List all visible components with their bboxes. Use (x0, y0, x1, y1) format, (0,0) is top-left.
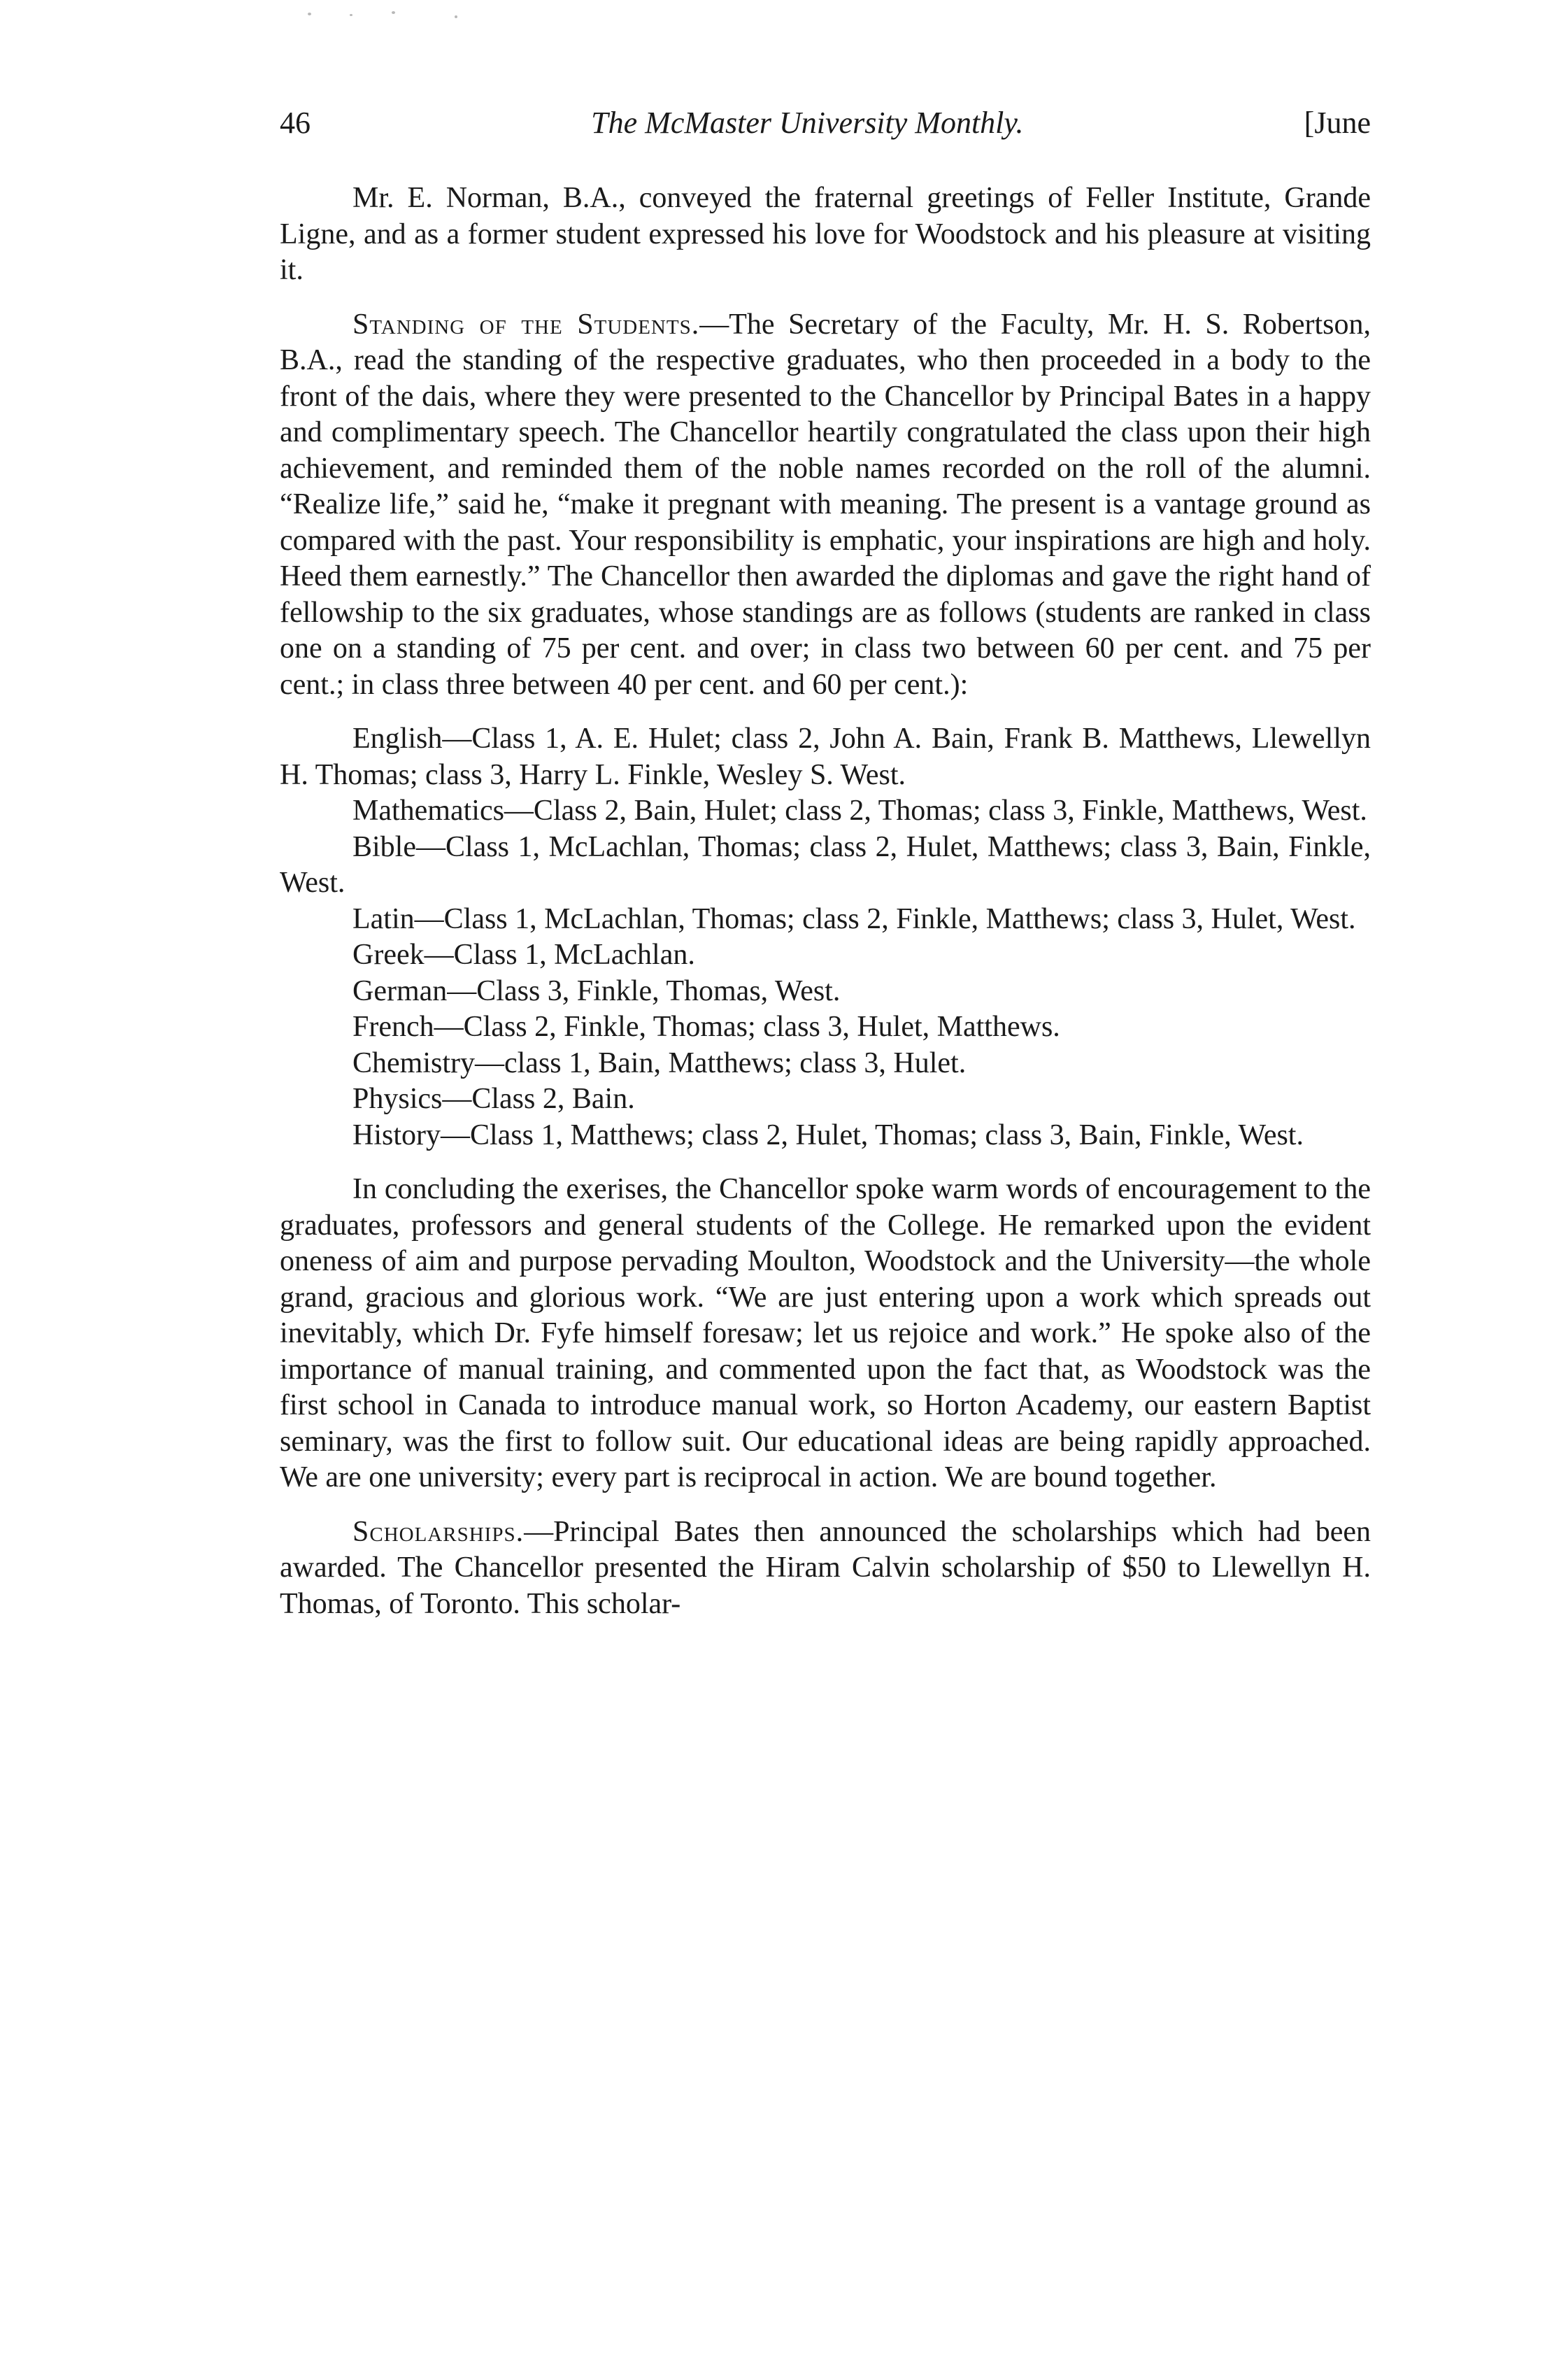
standing-english: English—Class 1, A. E. Hulet; class 2, John A. Bain, Frank B. Matthews, Llewellyn H. Thomas; class 3, Harry L. Finkle, Wesley S. West. (280, 723, 1371, 791)
standing-bible: Bible—Class 1, McLachlan, Thomas; class 2, Hulet, Matthews; class 3, Bain, Finkle, West. (280, 830, 1371, 899)
scan-specks (308, 8, 504, 22)
scholarships-heading: Scholarships. (352, 1515, 525, 1548)
standing-body: —The Secretary of the Faculty, Mr. H. S. Robertson, B.A., read the standing of the respective graduates, who then proceeded in a body to the front of the dais, where they were presented to the Chancellor by Principal Bates in a happy and complimentary speech. The Chancellor heartily congratulated the class upon their high achievement, and reminded them of the noble names recorded on the roll of the alumni. “Realize life,” said he, “make it pregnant with meaning. The present is a vantage ground as compared with the past. Your responsibility is emphatic, your inspirations are high and holy. Heed them earnestly.” The Chancellor then awarded the diplomas and gave the right hand of fellowship to the six graduates, whose standings are as follows (students are ranked in class one on a standing of 75 per cent. and over; in class two between 60 per cent. and 75 per cent.; in class three between 40 per cent. and 60 per cent.): (280, 308, 1371, 701)
paragraph-standing (280, 307, 1371, 704)
standing-greek: Greek—Class 1, McLachlan. (352, 939, 695, 971)
standing-history: History—Class 1, Matthews; class 2, Hulet, Thomas; class 3, Bain, Finkle, West. (352, 1118, 1304, 1151)
standing-heading: Standing of the Students. (352, 308, 700, 341)
running-head (280, 105, 1371, 154)
standing-mathematics: Mathematics—Class 2, Bain, Hulet; class 2, Thomas; class 3, Finkle, Matthews, West. (352, 795, 1367, 827)
scholarships-body: —Principal Bates then announced the scholarships which had been awarded. The Chancellor presented the Hiram Calvin scholarship of $50 to Llewellyn H. Thomas, of Toronto. This scholar- (280, 1515, 1371, 1620)
paragraph-norman: Mr. E. Norman, B.A., conveyed the fraternal greetings of Feller Institute, Grande Ligne, and as a former student expressed his love for Woodstock and his pleasure at visiting it. (280, 182, 1371, 286)
standing-german: German—Class 3, Finkle, Thomas, West. (352, 974, 841, 1007)
page-number: 46 (280, 106, 311, 140)
standing-physics: Physics—Class 2, Bain. (352, 1083, 635, 1115)
journal-title: The McMaster University Monthly. (591, 106, 1024, 140)
standing-french: French—Class 2, Finkle, Thomas; class 3, Hulet, Matthews. (352, 1011, 1060, 1043)
document-page (280, 105, 1371, 1622)
standings-list (280, 721, 1371, 1153)
standing-chemistry: Chemistry—class 1, Bain, Matthews; class 3, Hulet. (352, 1046, 967, 1079)
paragraph-scholarships (280, 1514, 1371, 1623)
standing-latin: Latin—Class 1, McLachlan, Thomas; class 2, Finkle, Matthews; class 3, Hulet, West. (352, 902, 1356, 935)
paragraph-concluding: In concluding the exerises, the Chancellor spoke warm words of encouragement to the graduates, professors and general students of the College. He remarked upon the evident oneness of aim and purpose pervading Moulton, Woodstock and the University—the whole grand, gracious and glorious work. “We are just entering upon a work which spreads out inevitably, which Dr. Fyfe himself foresaw; let us rejoice and work.” He spoke also of the importance of manual training, and commented upon the fact that, as Woodstock was the first school in Canada to introduce manual work, so Horton Academy, our eastern Baptist seminary, was the first to follow suit. Our educational ideas are being rapidly approached. We are one university; every part is reciprocal in action. We are bound together. (280, 1173, 1371, 1493)
issue-month: [June (1304, 106, 1371, 140)
